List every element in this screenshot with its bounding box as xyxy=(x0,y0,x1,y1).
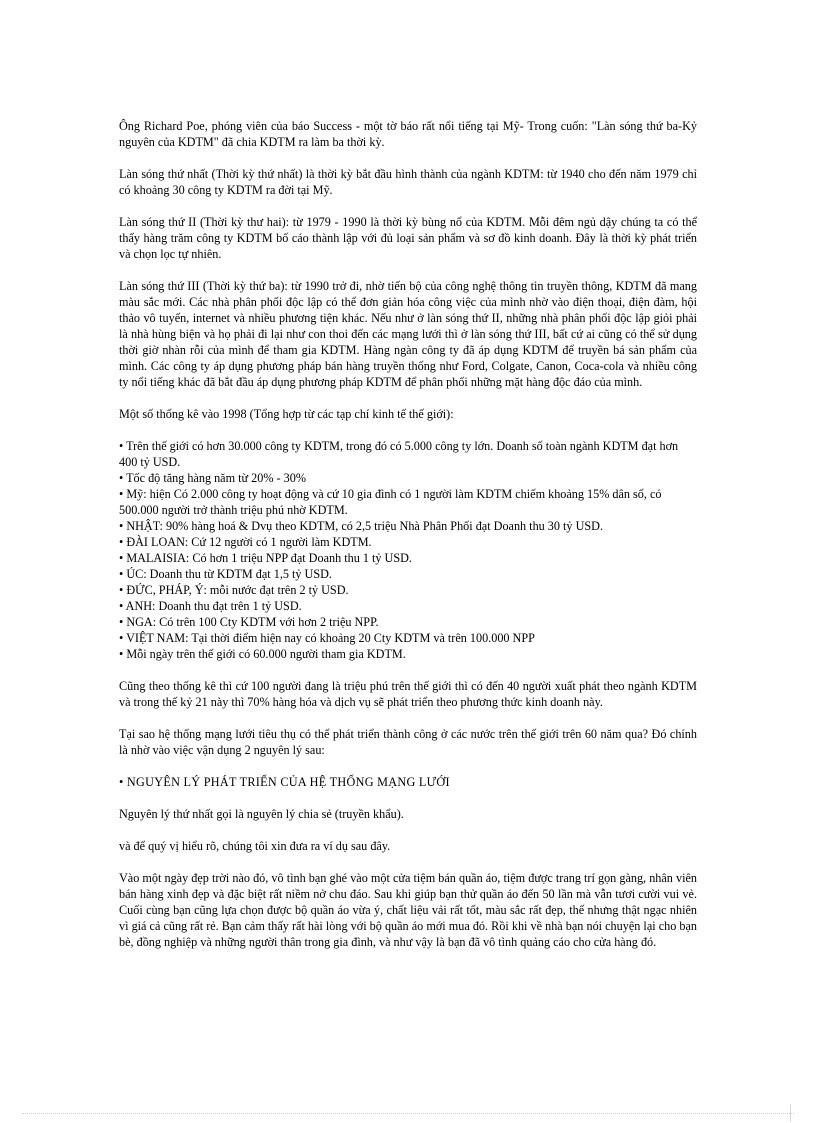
example-intro-paragraph: và để quý vị hiểu rõ, chúng tôi xin đưa ra ví dụ sau đây. xyxy=(119,839,391,853)
list-item: • ĐỨC, PHÁP, Ý: mỗi nước đạt trên 2 tỷ USD. xyxy=(119,583,349,597)
second-wave-paragraph: Làn sóng thứ II (Thời kỳ thư hai): từ 1979 - 1990 là thời kỳ bùng nổ của KDTM. Mỗi đêm ngủ dậy chúng ta có thể thấy hàng trăm công ty KDTM bố cáo thành lập với đủ loại sản phẩm và sơ đồ kinh doanh. Đây là thời kỳ phát triển và chọn lọc tự nhiên. xyxy=(119,215,697,261)
stats-intro-paragraph: Một số thống kê vào 1998 (Tổng hợp từ các tạp chí kinh tế thế giới): xyxy=(119,407,454,421)
list-item: • Tốc độ tăng hàng năm từ 20% - 30% xyxy=(119,471,306,485)
first-wave-paragraph: Làn sóng thứ nhất (Thời kỳ thứ nhất) là thời kỳ bắt đầu hình thành của ngành KDTM: từ 1940 cho đến năm 1979 chỉ có khoảng 30 công ty KDTM ra đời tại Mỹ. xyxy=(119,167,697,197)
millionaire-stats-paragraph: Cũng theo thống kê thì cứ 100 người đang là triệu phú trên thế giới thì có đến 40 người xuất phát theo ngành KDTM và trong thế kỷ 21 này thì 70% hàng hóa và dịch vụ sẽ phát triển theo phương thức kinh doanh này. xyxy=(119,679,697,709)
document-body xyxy=(119,118,697,966)
list-item: • Trên thế giới có hơn 30.000 công ty KDTM, trong đó có 5.000 công ty lớn. Doanh số toàn ngành KDTM đạt hơn 400 tỷ USD. xyxy=(119,439,679,469)
why-question-paragraph: Tại sao hệ thống mạng lưới tiêu thụ có thể phát triển thành công ở các nước trên thế giới trên 60 năm qua? Đó chính là nhờ vào việc vận dụng 2 nguyên lý sau: xyxy=(119,727,697,757)
section-heading: • NGUYÊN LÝ PHÁT TRIỂN CỦA HỆ THỐNG MẠNG LƯỚI xyxy=(119,775,450,789)
list-item: • VIỆT NAM: Tại thời điểm hiện nay có khoảng 20 Cty KDTM và trên 100.000 NPP xyxy=(119,631,535,645)
page-edge-mark xyxy=(790,1104,791,1122)
list-item: • NHẬT: 90% hàng hoá & Dvụ theo KDTM, có 2,5 triệu Nhà Phân Phối đạt Doanh thu 30 tỷ USD. xyxy=(119,519,603,533)
intro-paragraph: Ông Richard Poe, phóng viên của báo Success - một tờ báo rất nổi tiếng tại Mỹ- Trong cuốn: "Làn sóng thứ ba-Kỷ nguyên của KDTM" đã chia KDTM ra làm ba thời kỳ. xyxy=(119,119,697,149)
list-item: • ANH: Doanh thu đạt trên 1 tỷ USD. xyxy=(119,599,302,613)
list-item: • Mỹ: hiện Có 2.000 công ty hoạt động và cứ 10 gia đình có 1 người làm KDTM chiếm khoảng 15% dân số, có 500.000 người trở thành triệu phú nhờ KDTM. xyxy=(119,487,662,517)
list-item: • MALAISIA: Có hơn 1 triệu NPP đạt Doanh thu 1 tỷ USD. xyxy=(119,551,412,565)
list-item: • NGA: Có trên 100 Cty KDTM với hơn 2 triệu NPP. xyxy=(119,615,379,629)
example-story-paragraph: Vào một ngày đẹp trời nào đó, vô tình bạn ghé vào một cửa tiệm bán quần áo, tiệm được trang trí gọn gàng, nhân viên bán hàng xinh đẹp và đặc biệt rất niềm nở chu đáo. Sau khi giúp bạn thử quần áo đến 50 lần mà vẫn tươi cười vui vẻ. Cuối cùng bạn cũng lựa chọn được bộ quần áo vừa ý, chất liệu vải rất tốt, màu sắc rất đẹp, thế nhưng thật ngạc nhiên vì giá cả cũng rất rẻ. Bạn cảm thấy rất hài lòng với bộ quần áo mới mua đó. Rồi khi về nhà bạn nói chuyện lại cho bạn bè, đồng nghiệp và những người thân trong gia đình, và như vậy là bạn đã vô tình quảng cáo cho cửa hàng đó. xyxy=(119,871,697,949)
third-wave-paragraph: Làn sóng thứ III (Thời kỳ thứ ba): từ 1990 trở đi, nhờ tiến bộ của công nghệ thông tin truyền thông, KDTM đã mang màu sắc mới. Các nhà phân phối độc lập có thể đơn giản hóa công việc của mình nhờ vào điện thoại, điện đàm, hội thảo vô tuyến, internet và nhiều phương tiện khác. Nếu như ở làn sóng thứ II, những nhà phân phối độc lập giỏi phải là nhà hùng biện và họ phải đi lại như con thoi đến các mạng lưới thì ở làn sóng thứ III, bất cứ ai cũng có thể sử dụng thời giờ nhàn rỗi của mình để tham gia KDTM. Hàng ngàn công ty đã áp dụng KDTM để truyền bá sản phẩm của mình. Các công ty áp dụng phương pháp bán hàng truyền thống như Ford, Colgate, Canon, Coca-cola và nhiều công ty nổi tiếng khác đã bắt đầu áp dụng phương pháp KDTM để phân phối những mặt hàng độc đáo của mình. xyxy=(119,279,697,389)
list-item: • ÚC: Doanh thu từ KDTM đạt 1,5 tỷ USD. xyxy=(119,567,332,581)
first-principle-paragraph: Nguyên lý thứ nhất gọi là nguyên lý chia sẻ (truyền khẩu). xyxy=(119,807,404,821)
page-bottom-divider xyxy=(22,1113,794,1114)
list-item: • Mỗi ngày trên thế giới có 60.000 người tham gia KDTM. xyxy=(119,647,406,661)
stats-list xyxy=(119,438,697,662)
list-item: • ĐÀI LOAN: Cứ 12 người có 1 người làm KDTM. xyxy=(119,535,372,549)
